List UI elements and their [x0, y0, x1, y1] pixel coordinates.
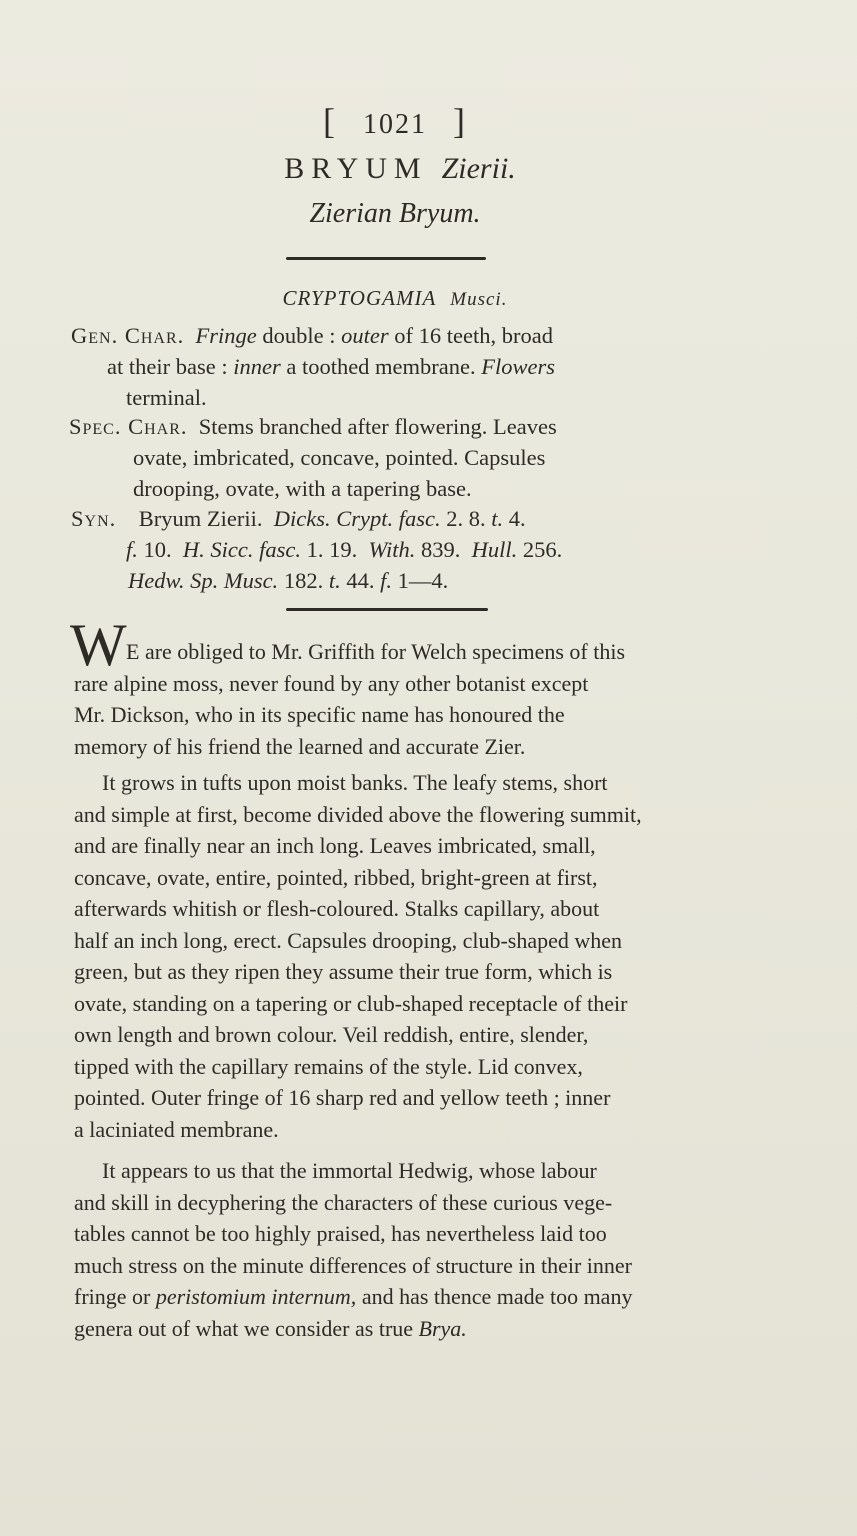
syn-text: f.: [126, 537, 138, 562]
order-name: Musci.: [450, 289, 508, 310]
text-line: concave, ovate, entire, pointed, ribbed, bright-green at first,: [74, 864, 598, 890]
text-line: much stress on the minute differences of structure in their inner: [74, 1252, 632, 1278]
syn-text: t.: [328, 568, 341, 593]
gen-char-line-1: [71, 320, 553, 351]
gen-text: double :: [262, 323, 336, 348]
text-line: It grows in tufts upon moist banks. The leafy stems, short: [102, 770, 608, 795]
syn-text: 256.: [522, 537, 563, 562]
gen-char-label: Gen. Char.: [71, 323, 185, 348]
paragraph-1: [74, 636, 719, 762]
syn-text: 10.: [143, 537, 172, 562]
text-line: green, but as they ripen they assume their true form, which is: [74, 959, 613, 984]
text-span-italic: Brya.: [418, 1315, 467, 1341]
divider-rule: [286, 608, 488, 611]
genus-name: BRYUM: [284, 152, 428, 185]
gen-text: of 16 teeth, broad: [394, 323, 553, 348]
syn-line-2: [126, 534, 562, 565]
spec-char-line-2: ovate, imbricated, concave, pointed. Capsules: [133, 445, 546, 470]
syn-text: 839.: [421, 537, 461, 562]
text-line: half an inch long, erect. Capsules drooping, club-shaped when: [74, 927, 623, 953]
spec-char-line-3: drooping, ovate, with a tapering base.: [133, 476, 472, 501]
text-span: genera out of what we consider as true: [74, 1315, 414, 1341]
divider-rule: [286, 257, 486, 260]
syn-text: H. Sicc. fasc.: [182, 537, 301, 562]
classification: [0, 286, 790, 311]
text-line-6: [74, 1313, 719, 1345]
gen-text: outer: [341, 323, 389, 348]
syn-text: 1. 19.: [306, 537, 358, 562]
text-line: and skill in decyphering the characters of these curious vege-: [74, 1189, 613, 1215]
species-name: Zierii.: [441, 152, 516, 185]
drop-cap: W: [70, 612, 127, 678]
text-line: own length and brown colour. Veil reddish, entire, slender,: [74, 1022, 589, 1047]
text-span: and has thence made too many: [361, 1284, 633, 1309]
syn-label: Syn.: [71, 506, 117, 531]
syn-line-1: [71, 503, 526, 534]
text-line: tables cannot be too highly praised, has nevertheless laid too: [74, 1221, 607, 1246]
syn-text: Dicks. Crypt. fasc.: [273, 506, 441, 531]
text-line-5: [74, 1281, 719, 1313]
bracket-left: [: [323, 101, 337, 141]
text-line: ovate, standing on a tapering or club-shaped receptacle of their: [74, 990, 628, 1016]
text-line: pointed. Outer fringe of 16 sharp red and yellow teeth ; inner: [74, 1085, 611, 1110]
syn-text: 1—4.: [397, 568, 449, 593]
page-number-value: 1021: [363, 109, 427, 140]
text-line: Mr. Dickson, who in its specific name has honoured the: [74, 702, 565, 727]
gen-text: inner: [233, 354, 281, 379]
syn-text: With.: [368, 537, 416, 562]
text-line: a laciniated membrane.: [74, 1116, 279, 1142]
bracket-right: ]: [453, 101, 467, 141]
text-line: afterwards whitish or flesh-coloured. Stalks capillary, about: [74, 896, 600, 921]
syn-text: Hedw. Sp. Musc.: [128, 568, 279, 593]
text-line: memory of his friend the learned and accurate Zier.: [74, 733, 526, 759]
text-line: E are obliged to Mr. Griffith for Welch specimens of this: [126, 639, 626, 664]
paragraph-2: [74, 767, 719, 1145]
page-number: [0, 100, 790, 142]
text-line: It appears to us that the immortal Hedwig, whose labour: [102, 1158, 597, 1183]
text-span: fringe or: [74, 1284, 151, 1309]
gen-text: a toothed membrane.: [286, 354, 476, 379]
syn-text: Bryum Zierii.: [138, 506, 263, 531]
syn-text: 2. 8.: [446, 506, 486, 531]
syn-text: 182.: [283, 568, 324, 593]
spec-char-label: Spec. Char.: [69, 414, 188, 439]
spec-text: Stems branched after flowering. Leaves: [198, 414, 557, 439]
spec-char-line-1: [69, 411, 557, 442]
syn-text: 4.: [508, 506, 526, 531]
common-name: Zierian Bryum.: [309, 198, 481, 229]
class-name: CRYPTOGAMIA: [282, 286, 437, 310]
syn-text: t.: [491, 506, 504, 531]
text-span-italic: peristomium internum,: [155, 1284, 357, 1309]
text-line: and simple at first, become divided above the flowering summit,: [74, 801, 642, 827]
plant-title: [0, 152, 800, 186]
paragraph-3: [74, 1155, 719, 1344]
syn-line-3: [128, 565, 448, 596]
gen-char-line-3: terminal.: [126, 385, 207, 410]
text-line: tipped with the capillary remains of the style. Lid convex,: [74, 1053, 583, 1079]
syn-text: 44.: [346, 568, 375, 593]
gen-char-line-2: [107, 351, 555, 382]
gen-text: Flowers: [481, 354, 556, 379]
gen-text: Fringe: [195, 323, 257, 348]
text-line: and are finally near an inch long. Leaves imbricated, small,: [74, 833, 596, 858]
syn-text: f.: [380, 568, 392, 593]
gen-text: at their base :: [107, 354, 228, 379]
text-line: rare alpine moss, never found by any other botanist except: [74, 670, 589, 696]
syn-text: Hull.: [471, 537, 518, 562]
